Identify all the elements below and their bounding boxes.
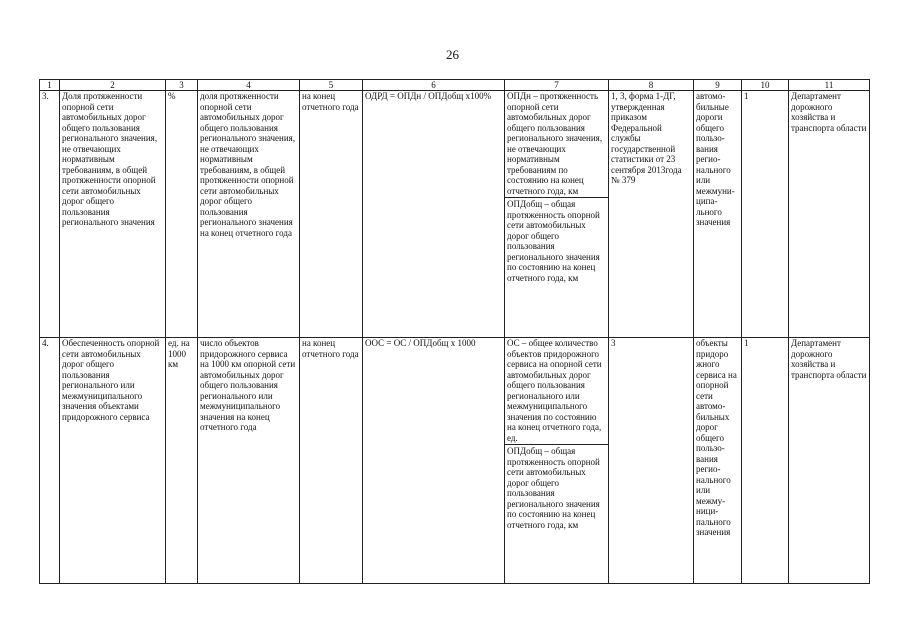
indicator-name: Доля протяженности опорной сети автомобильных дорог общего пользования регионального значения, не отвечающих нормативным требованиям, в общей протяженности опорной сети автомобильных дорог общего пользования регионального значения (60, 91, 166, 338)
table-row (40, 338, 870, 584)
row-number: 4. (40, 338, 60, 584)
parameter-denominator: ОПДобщ – общая протяженность опорной сети автомобильных дорог общего пользования регионального значения по состоянию на конец отчетного года, км (507, 446, 600, 530)
data-source: 3 (609, 338, 694, 584)
col10-value: 1 (742, 91, 789, 338)
time-period: на конец отчетного года (300, 338, 363, 584)
col-header-3: 3 (166, 80, 198, 91)
col-header-2: 2 (60, 80, 166, 91)
col-header-6: 6 (363, 80, 505, 91)
parameter-numerator: ОС – общее количество объектов придорожного сервиса на опорной сети автомобильных дорог общего пользования регионального или межмуниципального значения по состоянию на конец отчетного года, ед. (505, 338, 608, 445)
formula-parameters (505, 91, 609, 338)
col-header-1: 1 (40, 80, 60, 91)
col-header-5: 5 (300, 80, 363, 91)
parameter-numerator: ОПДн – протяженность опорной сети автомобильных дорог общего пользования регионального значения, не отвечающих нормативным требованиям по состоянию на конец отчетного года, км (505, 91, 608, 198)
row-number: 3. (40, 91, 60, 338)
indicator-definition: доля протяженности опорной сети автомобильных дорог общего пользования регионального значения, не отвечающих нормативным требованиям, в общей протяженности опорной сети автомобильных дорог общего пользования регионального значения на конец отчетного года (198, 91, 300, 338)
unit: % (166, 91, 198, 338)
responsible-body: Департамент дорожного хозяйства и транспорта области (789, 338, 870, 584)
observation-object: автомо-бильные дороги общего пользо-вания регио-нального или межмуни-ципа-льного значения (694, 91, 742, 338)
data-source: 1, 3, форма 1-ДГ, утвержденная приказом Федеральной службы государственной статистики от 23 сентября 2013года № 379 (609, 91, 694, 338)
col10-value: 1 (742, 338, 789, 584)
col-header-10: 10 (742, 80, 789, 91)
indicators-table (39, 79, 870, 584)
formula: ООС = ОС / ОПДобщ х 1000 (363, 338, 505, 584)
unit: ед. на 1000 км (166, 338, 198, 584)
formula: ОДРД = ОПДн / ОПДобщ х100% (363, 91, 505, 338)
table-row (40, 91, 870, 338)
formula-parameters (505, 338, 609, 584)
col-header-11: 11 (789, 80, 870, 91)
col-header-8: 8 (609, 80, 694, 91)
time-period: на конец отчетного года (300, 91, 363, 338)
col-header-9: 9 (694, 80, 742, 91)
indicator-name: Обеспеченность опорной сети автомобильных дорог общего пользования регионального или межмуниципального значения объектами придорожного сервиса (60, 338, 166, 584)
responsible-body: Департамент дорожного хозяйства и транспорта области (789, 91, 870, 338)
page-number: 26 (446, 47, 459, 62)
parameter-denominator: ОПДобщ – общая протяженность опорной сети автомобильных дорог общего пользования регионального значения по состоянию на конец отчетного года, км (507, 199, 600, 283)
col-header-4: 4 (198, 80, 300, 91)
header-row (40, 80, 870, 91)
indicator-definition: число объектов придорожного сервиса на 1000 км опорной сети автомобильных дорог общего пользования регионального или межмуниципального значения на конец отчетного года (198, 338, 300, 584)
observation-object: объекты придоро жного сервиса на опорной сети автомо-бильных дорог общего пользо-вания регио-нального или межму-ници-пального значения (694, 338, 742, 584)
col-header-7: 7 (505, 80, 609, 91)
